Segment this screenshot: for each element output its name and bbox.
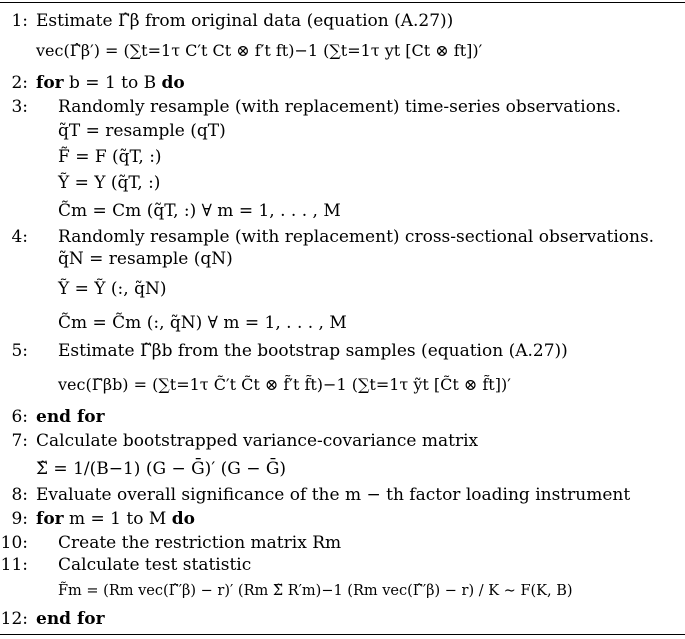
line-text: Randomly resample (with replacement) cross-sectional observations.: [58, 227, 655, 247]
line-text: Estimate Γ̂β from original data (equation (A.27)): [36, 11, 454, 31]
line-number: 8:: [11, 485, 28, 505]
formula-text: Ỹ = Y (q̃T, :): [58, 173, 161, 193]
line-text: m = 1 to M: [63, 509, 172, 529]
line-number: 4:: [11, 227, 28, 247]
bottom-rule: [0, 634, 685, 635]
top-rule: [0, 2, 685, 3]
line-text: b = 1 to B: [63, 73, 162, 93]
line-text: Estimate Γ̃βb from the bootstrap samples (equation (A.27)): [58, 341, 568, 361]
line-number: 2:: [11, 73, 28, 93]
formula-text: F̃m = (Rm vec(Γ̂′β) − r)′ (Rm Σ̃ R′m)−1 (Rm vec(Γ̂′β) − r) / K ∼ F(K, B): [58, 583, 573, 599]
line-number: 11:: [0, 555, 28, 575]
line-text: Randomly resample (with replacement) time-series observations.: [58, 97, 622, 117]
line-number: 9:: [11, 509, 28, 529]
line-number: 7:: [11, 431, 28, 451]
formula-text: vec(Γ̃βb) = (∑t=1τ C̃′t C̃t ⊗ f̃′t f̃t)−1 (∑t=1τ ỹt [C̃t ⊗ f̃t])′: [58, 375, 511, 394]
formula-text: q̃T = resample (qT): [58, 121, 226, 141]
keyword-do: do: [171, 509, 195, 529]
line-text: Evaluate overall significance of the m − th factor loading instrument: [36, 485, 631, 505]
formula-text: C̃m = Cm (q̃T, :) ∀ m = 1, . . . , M: [58, 201, 341, 221]
formula-text: C̃m = C̃m (:, q̃N) ∀ m = 1, . . . , M: [58, 313, 347, 333]
line-text: Create the restriction matrix Rm: [58, 533, 342, 553]
formula-text: F̃ = F (q̃T, :): [58, 147, 162, 167]
keyword-for: for: [36, 509, 64, 529]
line-number: 1:: [11, 11, 28, 31]
line-number: 3:: [11, 97, 28, 117]
line-text: Calculate test statistic: [58, 555, 252, 575]
line-number: 6:: [11, 407, 28, 427]
formula-text: Σ̃ = 1/(B−1) (G − Ḡ)′ (G − Ḡ): [36, 459, 287, 479]
formula-text: q̃N = resample (qN): [58, 249, 233, 269]
line-text: Calculate bootstrapped variance-covariance matrix: [36, 431, 479, 451]
formula-text: Ỹ = Ỹ (:, q̃N): [58, 279, 167, 299]
line-number: 5:: [11, 341, 28, 361]
keyword-for: for: [36, 73, 64, 93]
formula-text: vec(Γ̂β′) = (∑t=1τ C′t Ct ⊗ f′t ft)−1 (∑t=1τ yt [Ct ⊗ ft])′: [36, 41, 483, 60]
line-number: 12:: [0, 609, 28, 629]
line-number: 10:: [0, 533, 28, 553]
keyword-end-for: end for: [36, 407, 105, 427]
keyword-do: do: [161, 73, 185, 93]
algorithm-block: [0, 2, 685, 635]
keyword-end-for: end for: [36, 609, 105, 629]
